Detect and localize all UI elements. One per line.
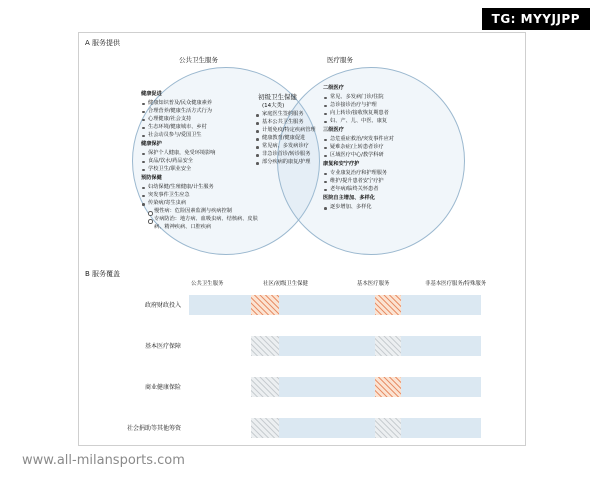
- group-heading: 二级医疗: [323, 85, 344, 91]
- list-item: 向上转诊/接收恢复期患者: [323, 110, 453, 118]
- coverage-cell-hatch: [375, 377, 401, 397]
- venn-title-public-health: 公共卫生服务: [179, 56, 218, 64]
- list-item: 基本公共卫生服务: [255, 119, 317, 127]
- watermark-tag: TG: MYYJJPP: [482, 8, 590, 30]
- coverage-cell-gray: [375, 336, 401, 356]
- coverage-cell-gray: [251, 336, 279, 356]
- list-item: 健康教育/健康促进: [255, 135, 317, 143]
- list-item: 计划免疫/特定疾病管理: [255, 127, 317, 135]
- list-item: 家庭医生签约服务: [255, 111, 317, 119]
- list-item: 妇、产、儿、中医、康复: [323, 118, 453, 126]
- list-item: 区域医疗中心/教学科研: [323, 152, 453, 160]
- list-item: 健康知识普及/民众健康素养: [141, 100, 261, 108]
- venn-right-content: [323, 83, 453, 212]
- coverage-cell-gray: [251, 377, 279, 397]
- list-item: 突发事件卫生应急: [141, 192, 261, 200]
- list-item: 疑难杂症/上转患者诊疗: [323, 144, 453, 152]
- venn-overlap-content: [255, 111, 317, 167]
- list-item: 合理营养/健康生活方式行为: [141, 108, 261, 116]
- row-bar: [251, 336, 481, 356]
- group-heading: 预防保健: [141, 175, 162, 182]
- column-header: 社区/初级卫生保健: [263, 281, 308, 287]
- column-header: 非基本医疗服务/特殊服务: [425, 281, 487, 287]
- list-item: 心理健康/社会支持: [141, 116, 261, 124]
- list-item: 生态环境/健康城市、乡村: [141, 124, 261, 132]
- list-item: 常见、多发病门诊/住院: [323, 94, 453, 102]
- list-item: 社会动员参与/爱国卫生: [141, 132, 261, 140]
- column-header: 公共卫生服务: [191, 281, 224, 287]
- row-label: 政府财政投入: [144, 302, 181, 309]
- list-item: 食品/饮水/药品安全: [141, 158, 261, 166]
- venn-left-content: [141, 89, 261, 232]
- row-bar: [251, 377, 481, 397]
- row-label: 社会捐助等其他筹资: [126, 425, 181, 432]
- list-item: 维护/提升患者安宁疗护: [323, 178, 453, 186]
- list-item: 逐步增加、多样化: [323, 204, 453, 212]
- list-item: 老年病/临终关怀患者: [323, 186, 453, 194]
- coverage-cell-hatch: [375, 295, 401, 315]
- row-label: 基本医疗保障: [144, 343, 181, 350]
- list-item: 部分疾病的康复/护理: [255, 159, 317, 167]
- venn-diagram: [127, 49, 517, 264]
- venn-title-medical-service: 医疗服务: [327, 56, 353, 64]
- list-item: 急危重症救治/突发事件应对: [323, 136, 453, 144]
- list-item: 妇幼保健/生殖健康/计生服务: [141, 184, 261, 192]
- group-heading: 康复和安宁疗护: [323, 161, 360, 168]
- figure-container: [78, 32, 526, 446]
- list-item: 传染病/寄生虫病: [141, 200, 261, 208]
- group-heading: 医院自主增加、多样化: [323, 195, 375, 202]
- list-item: 非急诊首诊/转诊服务: [255, 151, 317, 159]
- list-item: 急诊接诊治疗与护理: [323, 102, 453, 110]
- venn-title-primary-care: 初级卫生保健: [258, 93, 297, 101]
- coverage-cell-gray: [375, 418, 401, 438]
- coverage-matrix: [79, 271, 525, 443]
- column-header: 基本医疗服务: [357, 281, 390, 287]
- list-item: 学校卫生/职业安全: [141, 166, 261, 174]
- group-heading: 健康促进: [141, 91, 162, 97]
- panel-b-label: B 服务覆盖: [85, 270, 121, 278]
- list-item: 保护个人健康，免受环境影响: [141, 150, 261, 158]
- list-item: 常见病、多发病诊疗: [255, 143, 317, 151]
- venn-subtitle-primary-care: (14大类): [262, 103, 285, 109]
- list-item: 专病防治：地方病、血吸虫病、结核病、皮肤病、精神疾病、口腔疾病: [141, 216, 261, 231]
- group-heading: 健康保护: [141, 141, 162, 148]
- row-bar: [251, 418, 481, 438]
- panel-a-label: A 服务提供: [85, 39, 121, 47]
- list-item: 慢性病：危险因素监测与疾病控制: [141, 208, 261, 216]
- list-item: 专业康复治疗和护理服务: [323, 170, 453, 178]
- row-bar: [189, 295, 481, 315]
- coverage-cell-hatch: [251, 295, 279, 315]
- coverage-cell-gray: [251, 418, 279, 438]
- group-heading: 三级医疗: [323, 127, 344, 134]
- watermark-url: www.all-milansports.com: [22, 453, 185, 468]
- row-label: 商业健康保险: [144, 384, 181, 391]
